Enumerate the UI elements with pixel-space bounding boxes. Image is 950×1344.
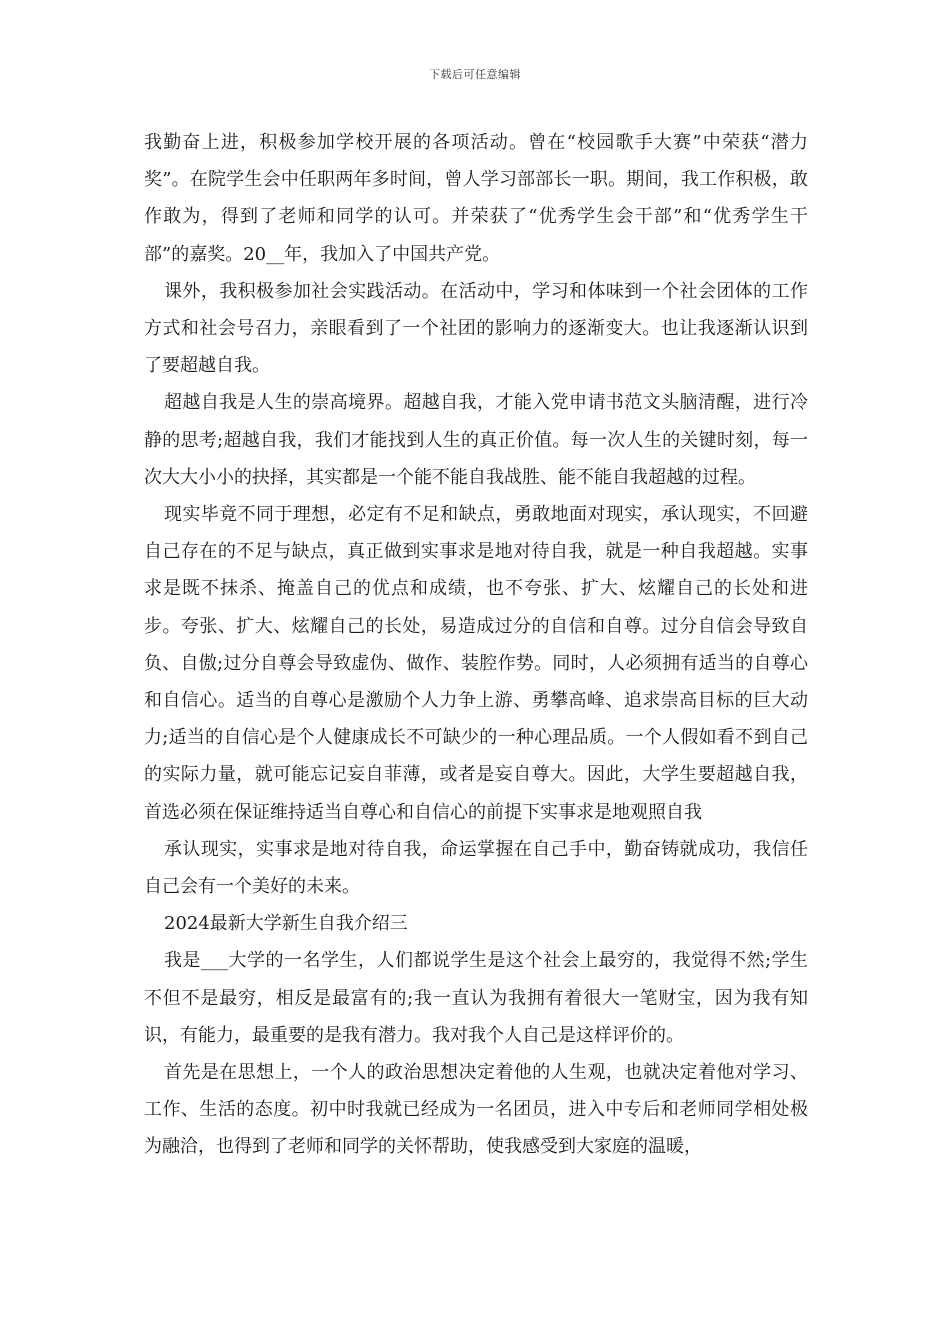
paragraph-2: 课外，我积极参加社会实践活动。在活动中，学习和体味到一个社会团体的工作方式和社会号召力，亲眼看到了一个社团的影响力的逐渐变大。也让我逐渐认识到了要超越自我。 — [144, 280, 808, 377]
paragraph-6: 我是___大学的一名学生，人们都说学生是这个社会上最穷的，我觉得不然;学生不但不是最穷，相反是最富有的;我一直认为我拥有着很大一笔财宝，因为我有知识，有能力，最重要的是我有潜力。我对我个人自己是这样评价的。 — [144, 950, 808, 1046]
page-header: 下载后可任意编辑 — [429, 68, 521, 81]
section-heading: 2024最新大学新生自我介绍三 — [164, 913, 408, 935]
document-body — [144, 124, 808, 1166]
paragraph-5: 承认现实，实事求是地对待自我，命运掌握在自己手中，勤奋铸就成功，我信任自己会有一个美好的未来。 — [144, 838, 808, 898]
paragraph-3: 超越自我是人生的崇高境界。超越自我，才能入党申请书范文头脑清醒，进行冷静的思考;超越自我，我们才能找到人生的真正价值。每一次人生的关键时刻，每一次大大小小的抉择，其实都是一个能不能自我战胜、能不能自我超越的过程。 — [144, 392, 808, 488]
paragraph-4: 现实毕竟不同于理想，必定有不足和缺点，勇敢地面对现实，承认现实，不回避自己存在的不足与缺点，真正做到实事求是地对待自我，就是一种自我超越。实事求是既不抹杀、掩盖自己的优点和成绩，也不夸张、扩大、炫耀自己的长处和进步。夸张、扩大、炫耀自己的长处，易造成过分的自信和自尊。过分自信会导致自负、自傲;过分自尊会导致虚伪、做作、装腔作势。同时，人必须拥有适当的自尊心和自信心。适当的自尊心是激励个人力争上游、勇攀高峰、追求崇高目标的巨大动力;适当的自信心是个人健康成长不可缺少的一种心理品质。一个人假如看不到自己的实际力量，就可能忘记妄自菲薄，或者是妄自尊大。因此，大学生要超越自我，首选必须在保证维持适当自尊心和自信心的前提下实事求是地观照自我 — [144, 504, 808, 823]
paragraph-7: 首先是在思想上，一个人的政治思想决定着他的人生观，也就决定着他对学习、工作、生活的态度。初中时我就已经成为一名团员，进入中专后和老师同学相处极为融洽，也得到了老师和同学的关怀帮助，使我感受到大家庭的温暖， — [144, 1062, 808, 1158]
paragraph-1: 我勤奋上进，积极参加学校开展的各项活动。曾在“校园歌手大赛”中荣获“潜力奖”。在院学生会中任职两年多时间，曾人学习部部长一职。期间，我工作积极，敢作敢为，得到了老师和同学的认可。并荣获了“优秀学生会干部”和“优秀学生干部”的嘉奖。20__年，我加入了中国共产党。 — [144, 132, 808, 265]
